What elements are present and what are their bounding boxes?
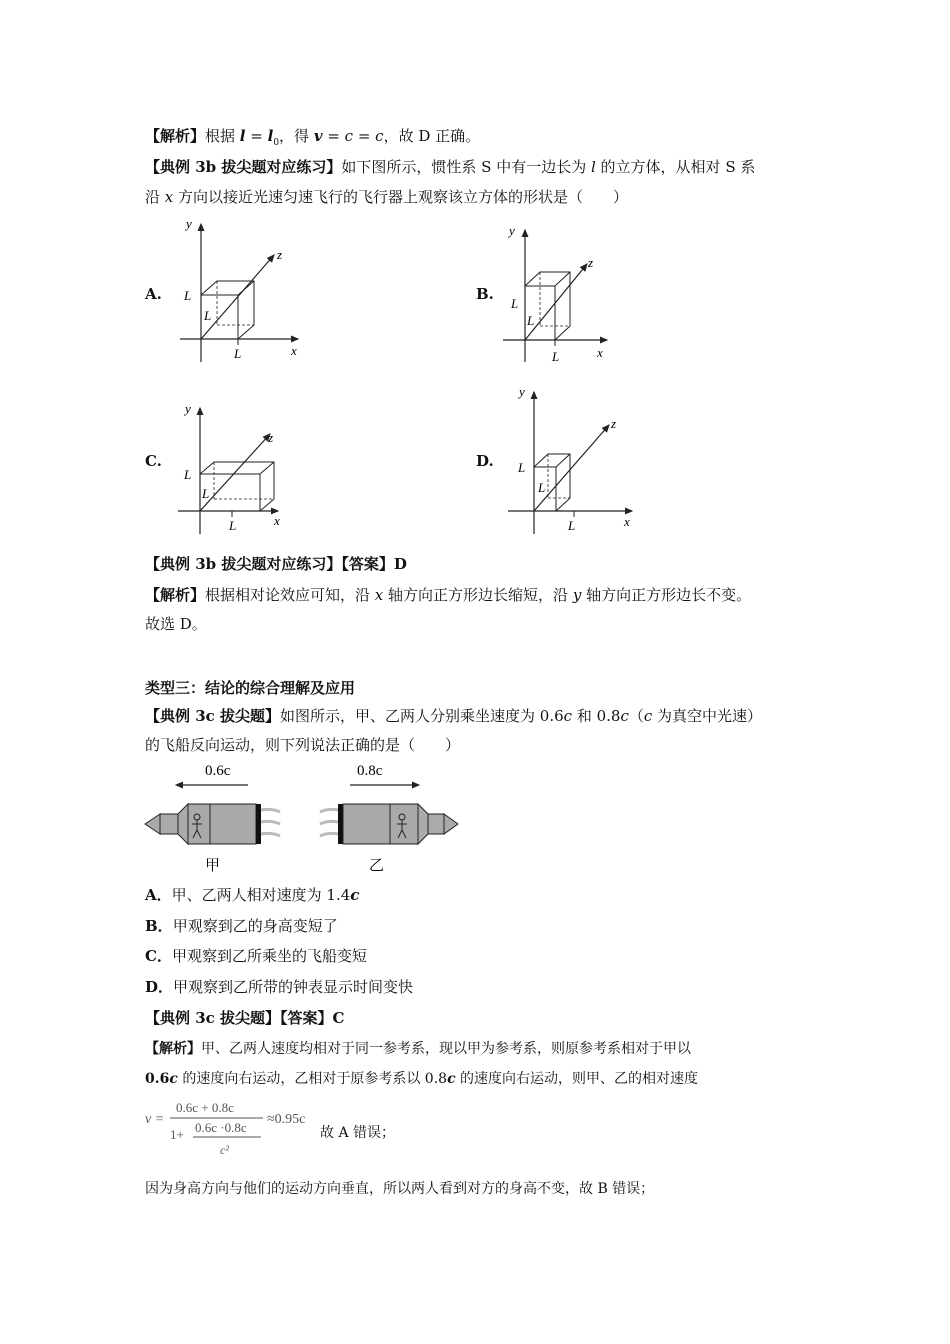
text: 沿	[145, 188, 165, 206]
formula-result: ≈0.95c	[267, 1112, 306, 1127]
example-label: 【典例 3b 拔尖题对应练习】	[145, 158, 342, 176]
var-x: x	[164, 188, 174, 206]
analysis-label: 【解析】	[145, 127, 206, 145]
y-label: y	[509, 223, 515, 238]
y-label: y	[186, 216, 192, 231]
l-label-z: L	[204, 308, 212, 323]
choice-c	[145, 945, 367, 967]
l-label-z: L	[202, 486, 210, 501]
z-label: z	[588, 255, 594, 270]
answer-text: 【答案】D	[341, 555, 407, 573]
formula-numerator: 0.6c + 0.8c	[176, 1100, 234, 1115]
choice-key: D．	[145, 978, 174, 996]
var-v: v	[313, 127, 323, 145]
formula-inner-numerator: 0.6c ·0.8c	[195, 1120, 247, 1135]
text: =	[245, 127, 268, 145]
var-c: c	[350, 886, 360, 904]
option-a-label: A.	[145, 285, 162, 303]
option-c-label: C.	[145, 452, 162, 470]
answer-text: 【答案】C	[280, 1009, 345, 1027]
y-label: y	[519, 384, 525, 399]
text: 和 0.8	[572, 707, 621, 725]
text: 0.6	[145, 1071, 170, 1087]
text: 如下图所示，惯性系 S 中有一边长为	[341, 158, 591, 176]
example-label: 【典例 3b 拔尖题对应练习】	[145, 555, 342, 573]
x-label: x	[624, 514, 630, 529]
choice-a	[145, 884, 359, 906]
x-label: x	[291, 343, 297, 358]
text: ，得	[279, 127, 314, 145]
l-label-x: L	[552, 349, 560, 364]
choice-key: C．	[145, 947, 172, 965]
text: 为真空中光速）	[652, 707, 763, 725]
choice-d	[145, 976, 413, 998]
choice-text: 甲观察到乙的身高变短了	[172, 917, 338, 935]
option-b-label: B.	[476, 285, 494, 303]
figure-option-d	[500, 380, 640, 540]
spaceships-figure	[140, 758, 470, 878]
y-label: y	[185, 401, 191, 416]
example-3c-line-2: 的飞船反向运动，则下列说法正确的是（ ）	[145, 736, 461, 754]
var-c: c	[169, 1071, 178, 1087]
figure-option-a	[170, 212, 310, 367]
ship-2-name: 乙	[369, 858, 385, 874]
text: 方向以接近光速匀速飞行的飞行器上观察该立方体的形状是（ ）	[173, 188, 629, 206]
example-label: 【典例 3c 拔尖题】	[145, 1009, 281, 1027]
figure-option-b	[495, 220, 620, 370]
text: 根据相对论效应可知，沿	[205, 586, 375, 604]
z-label: z	[277, 247, 283, 262]
analysis-label: 【解析】	[145, 586, 206, 604]
l-label-x: L	[229, 518, 237, 533]
option-d-label: D.	[476, 452, 494, 470]
example-3b-line-2	[145, 186, 628, 208]
choice-b	[145, 915, 338, 937]
var-l: l	[590, 158, 596, 176]
section-heading: 类型三：结论的综合理解及应用	[145, 679, 356, 697]
explanation-3c-line-4: 因为身高方向与他们的运动方向垂直，所以两人看到对方的身高不变，故 B 错误；	[145, 1181, 655, 1197]
example-3b-line-1	[145, 156, 755, 178]
x-label: x	[274, 513, 280, 528]
text: 轴方向正方形边长不变。	[581, 586, 752, 604]
ship-1	[145, 804, 280, 844]
explanation-3b-line-1	[145, 584, 751, 606]
l-label-y: L	[518, 460, 526, 475]
formula-tail: 故 A 错误；	[320, 1125, 396, 1141]
text: 的速度向右运动，乙相对于原参考系以 0.8	[177, 1071, 448, 1087]
analysis-line-1	[145, 125, 480, 154]
l-label-z: L	[538, 480, 546, 495]
explanation-3c-line-1	[145, 1038, 691, 1060]
var-c: c	[375, 127, 384, 145]
answer-3c-line	[145, 1007, 344, 1029]
text: 的速度向右运动，则甲、乙的相对速度	[455, 1071, 699, 1087]
relative-velocity-formula	[143, 1096, 323, 1160]
z-label: z	[268, 430, 274, 445]
l-label-y: L	[184, 467, 192, 482]
example-label: 【典例 3c 拔尖题】	[145, 707, 281, 725]
z-label: z	[611, 416, 617, 431]
ship-1-speed: 0.6c	[205, 763, 231, 779]
choice-key: A．	[145, 886, 172, 904]
choice-text: 甲、乙两人相对速度为 1.4	[171, 886, 351, 904]
var-c: c	[643, 707, 653, 725]
text: 的立方体，从相对 S 系	[595, 158, 756, 176]
l-label-x: L	[234, 346, 242, 361]
text: =	[322, 127, 345, 145]
var-l: l	[239, 127, 246, 145]
choice-key: B．	[145, 917, 173, 935]
var-c: c	[563, 707, 573, 725]
var-c: c	[447, 1071, 456, 1087]
var-x: x	[374, 586, 384, 604]
var-c: c	[344, 127, 354, 145]
var-y: y	[572, 586, 582, 604]
ship-2	[320, 804, 458, 844]
l-label-y: L	[184, 288, 192, 303]
explanation-3b-line-2: 故选 D。	[145, 615, 207, 633]
var-l0: l	[267, 127, 274, 145]
choice-text: 甲观察到乙所带的钟表显示时间变快	[173, 978, 414, 996]
ship-1-name: 甲	[205, 858, 221, 874]
subscript: 0	[273, 138, 280, 148]
text: 根据	[205, 127, 240, 145]
l-label-y: L	[511, 296, 519, 311]
formula-inner-denominator: c²	[220, 1143, 229, 1157]
explanation-3c-line-2	[145, 1068, 698, 1090]
text: ，故 D 正确。	[383, 127, 481, 145]
var-c: c	[620, 707, 629, 725]
x-label: x	[597, 345, 603, 360]
text: 如图所示，甲、乙两人分别乘坐速度为 0.6	[280, 707, 564, 725]
l-label-z: L	[527, 313, 535, 328]
text: =	[353, 127, 376, 145]
ship-2-speed: 0.8c	[357, 763, 383, 779]
choice-text: 甲观察到乙所乘坐的飞船变短	[171, 947, 367, 965]
analysis-label: 【解析】	[145, 1041, 201, 1057]
example-3c-line-1	[145, 705, 762, 727]
text: 轴方向正方形边长缩短，沿	[383, 586, 573, 604]
answer-3b-line	[145, 553, 407, 575]
figure-option-c	[170, 398, 310, 538]
formula-denominator-one: 1+	[170, 1127, 184, 1142]
text: 甲、乙两人速度均相对于同一参考系，现以甲为参考系，则原参考系相对于甲以	[201, 1041, 691, 1057]
l-label-x: L	[568, 518, 576, 533]
formula-lhs: v =	[145, 1112, 165, 1127]
text: （	[628, 707, 644, 725]
